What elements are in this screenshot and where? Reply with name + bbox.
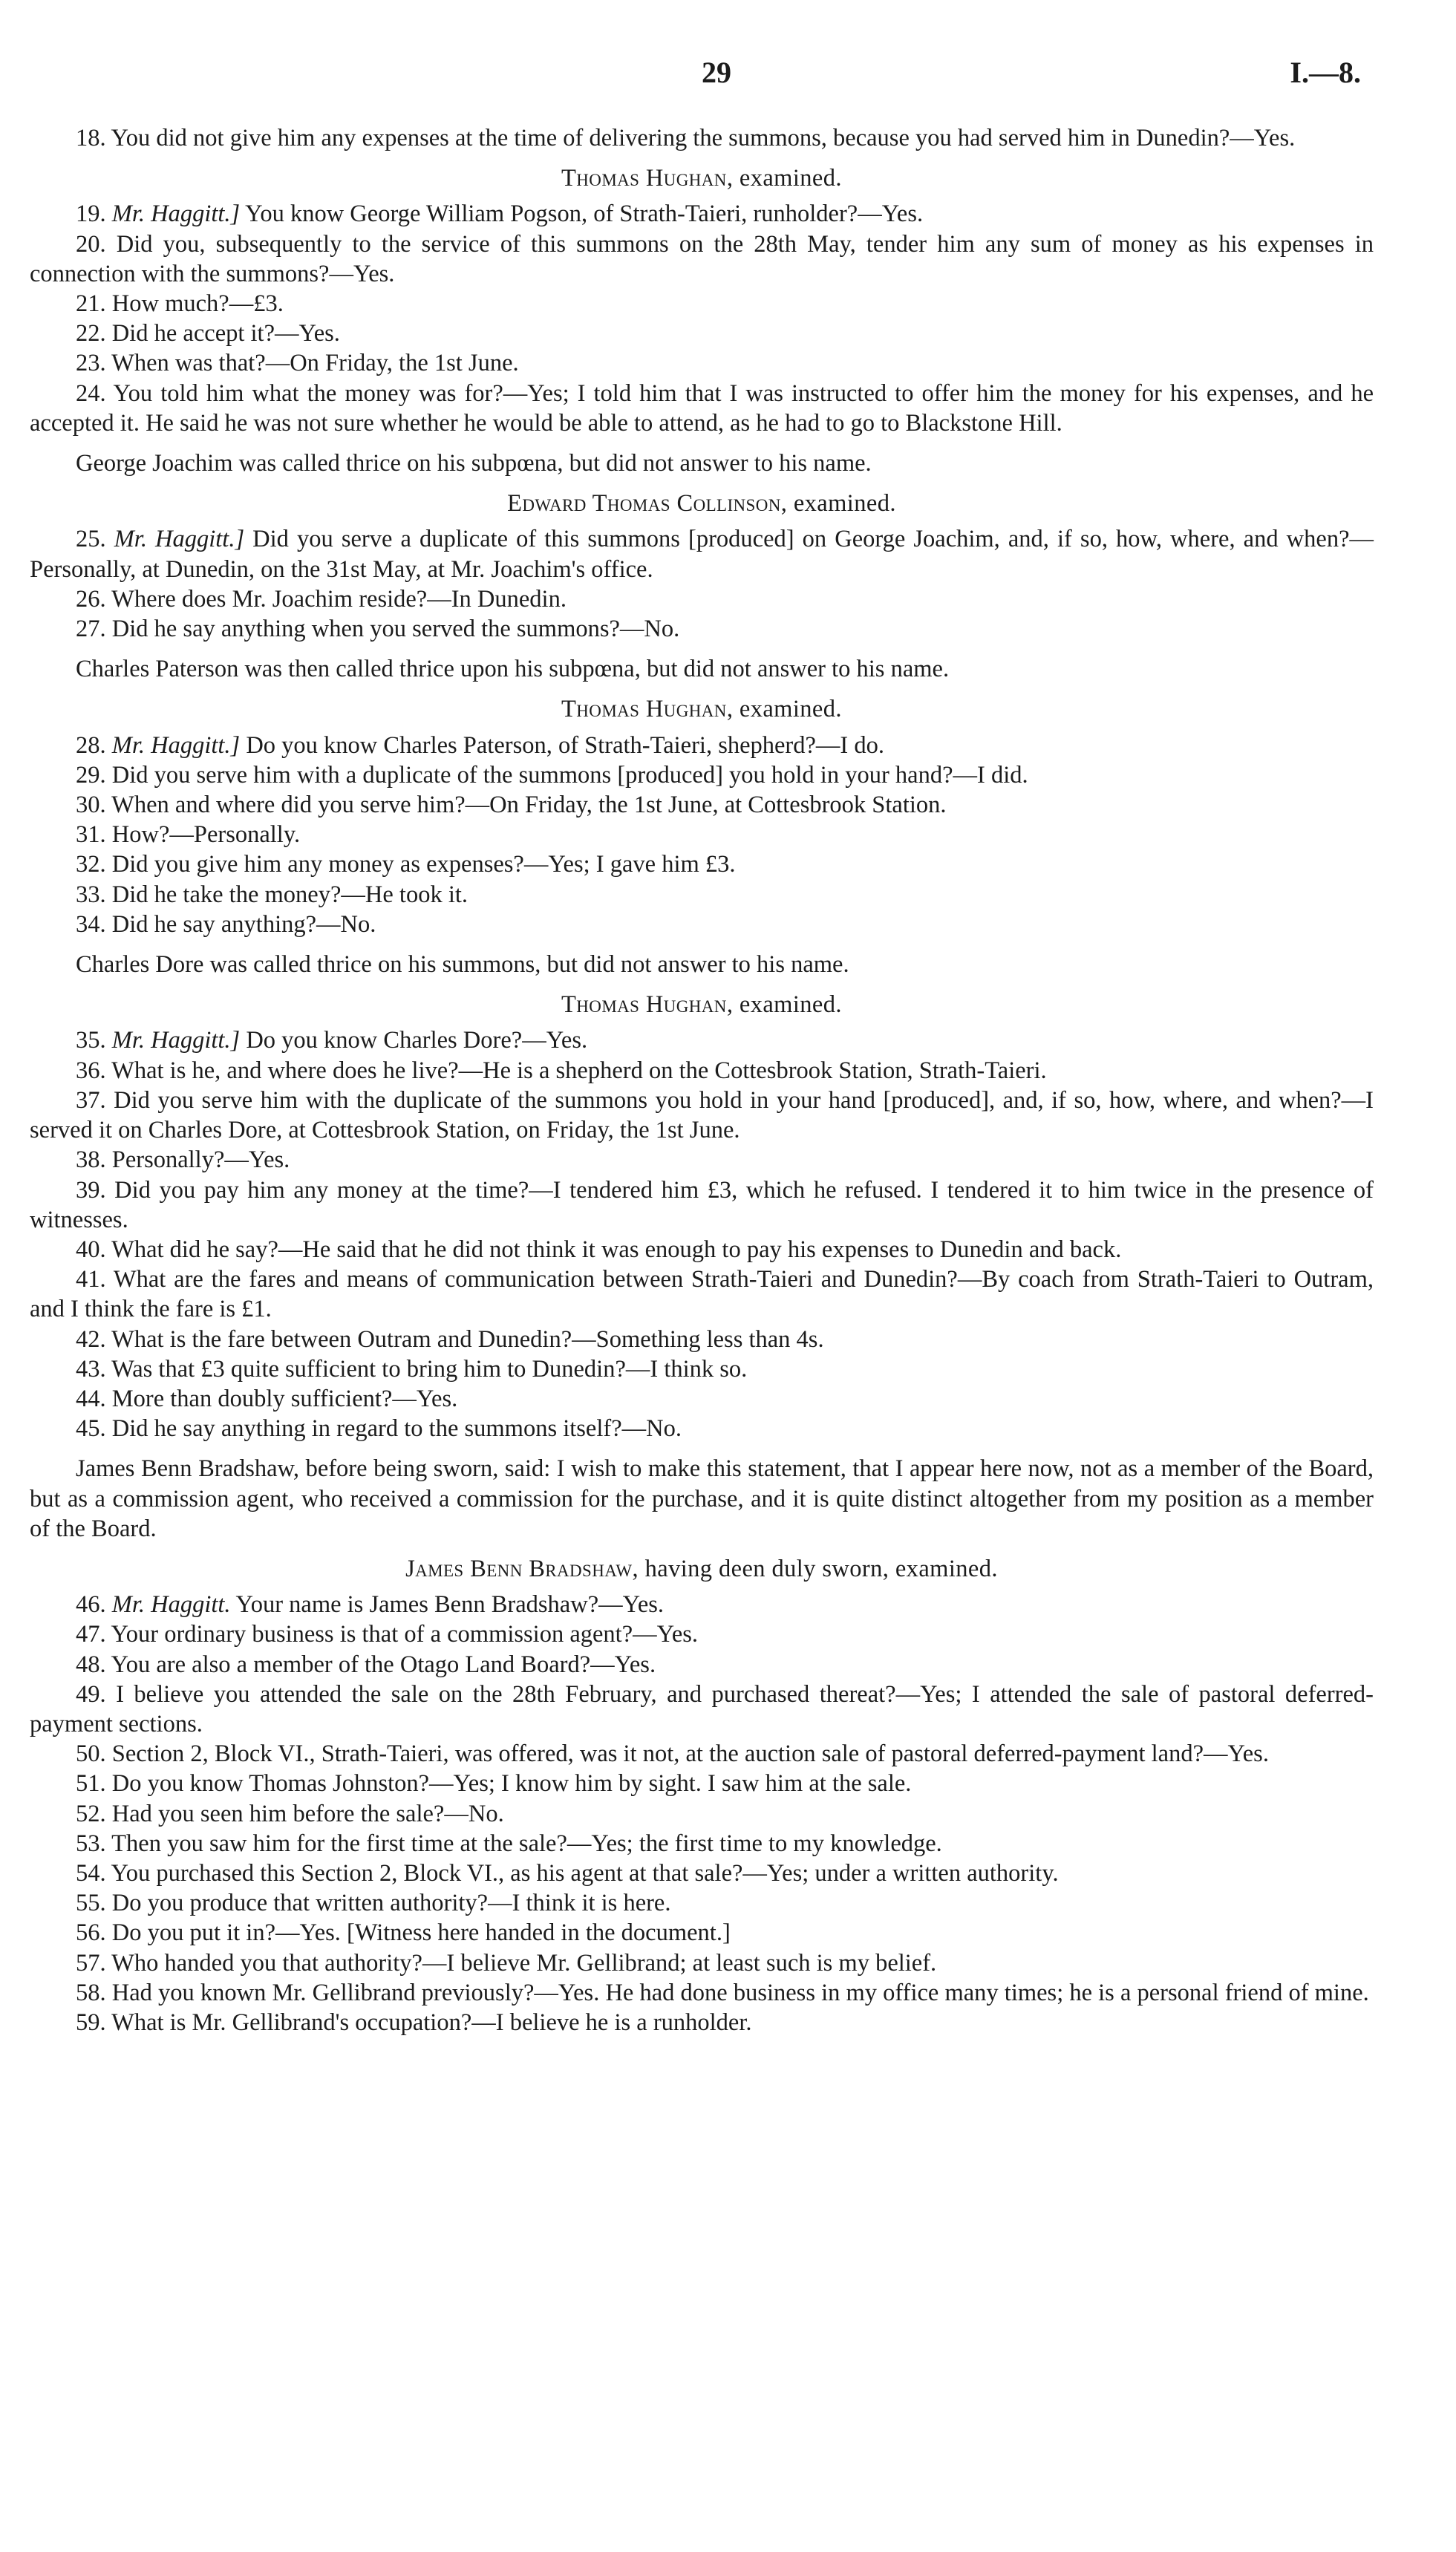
question-answer bbox=[30, 379, 1374, 438]
paragraph-text: 26. Where does Mr. Joachim reside?—In Dunedin. bbox=[76, 585, 567, 613]
speaker-name: Mr. Haggitt. bbox=[111, 1591, 231, 1619]
witness-name: Edward Thomas Collinson bbox=[507, 490, 781, 518]
paragraph-text: 32. Did you give him any money as expenses?—Yes; I gave him £3. bbox=[76, 851, 736, 878]
question-answer bbox=[30, 1978, 1374, 2008]
witness-heading-suffix: , examined. bbox=[780, 490, 896, 518]
question-answer bbox=[30, 731, 1374, 760]
paragraph-text: 42. What is the fare between Outram and Dunedin?—Something less than 4s. bbox=[76, 1325, 824, 1353]
question-answer bbox=[30, 1619, 1374, 1649]
witness-name: James Benn Bradshaw bbox=[405, 1555, 633, 1582]
witness-name: Thomas Hughan bbox=[561, 696, 727, 723]
paragraph-text: 49. I believe you attended the sale on the 28th February, and purchased thereat?—Yes; I attended the sale of pastoral deferred-payment sections. bbox=[30, 1680, 1374, 1737]
paragraph-text: 51. Do you know Thomas Johnston?—Yes; I know him by sight. I saw him at the sale. bbox=[76, 1770, 912, 1798]
paragraph-text: 56. Do you put it in?—Yes. [Witness here handed in the document.] bbox=[76, 1919, 731, 1947]
speaker-name: Mr. Haggitt.] bbox=[111, 1027, 241, 1054]
speaker-name: Mr. Haggitt.] bbox=[111, 200, 241, 228]
question-answer bbox=[30, 1650, 1374, 1680]
speaker-name: Mr. Haggitt.] bbox=[111, 731, 241, 759]
question-answer bbox=[30, 820, 1374, 849]
question-answer bbox=[30, 584, 1374, 614]
paragraph-text: 23. When was that?—On Friday, the 1st June. bbox=[76, 350, 519, 377]
paragraph-text: 29. Did you serve him with a duplicate of the summons [produced] you hold in your hand?—I did. bbox=[76, 761, 1028, 789]
question-answer bbox=[30, 1769, 1374, 1798]
paragraph-text: You know George William Pogson, of Strath-Taieri, runholder?—Yes. bbox=[240, 200, 924, 228]
question-answer bbox=[30, 880, 1374, 910]
question-answer bbox=[30, 910, 1374, 939]
witness-name: Thomas Hughan bbox=[561, 165, 727, 192]
paragraph-text: 40. What did he say?—He said that he did not think it was enough to pay his expenses to Dunedin and back. bbox=[76, 1236, 1122, 1263]
paragraph-text: 44. More than doubly sufficient?—Yes. bbox=[76, 1385, 458, 1412]
paragraph-text: 55. Do you produce that written authority?—I think it is here. bbox=[76, 1890, 671, 1917]
question-answer bbox=[30, 229, 1374, 289]
question-answer bbox=[30, 614, 1374, 644]
page-number: 29 bbox=[702, 56, 731, 89]
question-answer bbox=[30, 1799, 1374, 1829]
question-answer bbox=[30, 1888, 1374, 1918]
page-header bbox=[0, 55, 1456, 99]
paragraph-text: 57. Who handed you that authority?—I believe Mr. Gellibrand; at least such is my belief. bbox=[76, 1949, 937, 1977]
witness-name: Thomas Hughan bbox=[561, 991, 727, 1019]
witness-heading bbox=[30, 489, 1374, 518]
question-answer bbox=[30, 1680, 1374, 1739]
paragraph-text: Do you know Charles Paterson, of Strath-Taieri, shepherd?—I do. bbox=[240, 731, 885, 759]
witness-heading bbox=[30, 163, 1374, 193]
question-answer bbox=[30, 2008, 1374, 2037]
paragraph-text: 39. Did you pay him any money at the time?—I tendered him £3, which he refused. I tendered it to him twice in the presence of witnesses. bbox=[30, 1176, 1374, 1233]
paragraph-text: George Joachim was called thrice on his subpœna, but did not answer to his name. bbox=[76, 450, 872, 477]
proceedings-note bbox=[30, 1454, 1374, 1544]
paragraph-text: 43. Was that £3 quite sufficient to bring him to Dunedin?—I think so. bbox=[76, 1355, 748, 1383]
paragraph-text: Did you serve a duplicate of this summons [produced] on George Joachim, and, if so, how, where, and when?—Personally, at Dunedin, on the 31st May, at Mr. Joachim's office. bbox=[30, 526, 1374, 583]
question-answer bbox=[30, 1858, 1374, 1888]
witness-heading bbox=[30, 1554, 1374, 1584]
paragraph-text: 22. Did he accept it?—Yes. bbox=[76, 320, 340, 347]
paragraph-text: 24. You told him what the money was for?—Yes; I told him that I was instructed to offer him the money for his expenses, and he accepted it. He said he was not sure whether he would be able to attend, as he had to go to Blackstone Hill. bbox=[30, 379, 1374, 437]
witness-heading-suffix: , examined. bbox=[726, 696, 842, 723]
paragraph-text: 48. You are also a member of the Otago Land Board?—Yes. bbox=[76, 1651, 656, 1678]
question-answer bbox=[30, 1145, 1374, 1175]
document-body bbox=[30, 123, 1374, 2037]
witness-heading bbox=[30, 990, 1374, 1019]
paragraph-text: 20. Did you, subsequently to the service of this summons on the 28th May, tender him any sum of money as his expenses in connection with the summons?—Yes. bbox=[30, 230, 1374, 287]
question-answer bbox=[30, 123, 1374, 153]
document-reference: I.—8. bbox=[1290, 56, 1361, 89]
witness-heading-suffix: , having deen duly sworn, examined. bbox=[632, 1555, 998, 1582]
paragraph-text: 58. Had you known Mr. Gellibrand previously?—Yes. He had done business in my office many times; he is a personal friend of mine. bbox=[76, 1979, 1369, 2006]
paragraph-text: 45. Did he say anything in regard to the summons itself?—No. bbox=[76, 1415, 682, 1443]
question-number: 19. bbox=[76, 200, 112, 228]
question-answer bbox=[30, 1025, 1374, 1055]
question-answer bbox=[30, 1056, 1374, 1086]
paragraph-text: 30. When and where did you serve him?—On Friday, the 1st June, at Cottesbrook Station. bbox=[76, 792, 947, 819]
question-answer bbox=[30, 1948, 1374, 1978]
paragraph-text: 52. Had you seen him before the sale?—No. bbox=[76, 1800, 504, 1827]
speaker-name: Mr. Haggitt.] bbox=[114, 526, 245, 553]
question-number: 25. bbox=[76, 526, 114, 553]
paragraph-text: 34. Did he say anything?—No. bbox=[76, 910, 376, 938]
paragraph-text: 27. Did he say anything when you served the summons?—No. bbox=[76, 616, 680, 643]
paragraph-text: James Benn Bradshaw, before being sworn, said: I wish to make this statement, that I appear here now, not as a member of the Board, but as a commission agent, who received a commission for the purchase, and it is quite distinct altogether from my position as a member of the Board. bbox=[30, 1455, 1374, 1542]
question-answer bbox=[30, 1354, 1374, 1384]
question-number: 46. bbox=[76, 1591, 112, 1619]
question-answer bbox=[30, 1086, 1374, 1145]
paragraph-text: 33. Did he take the money?—He took it. bbox=[76, 881, 468, 908]
question-answer bbox=[30, 790, 1374, 820]
paragraph-text: 36. What is he, and where does he live?—He is a shepherd on the Cottesbrook Station, Strath-Taieri. bbox=[76, 1057, 1047, 1084]
paragraph-text: 50. Section 2, Block VI., Strath-Taieri, was offered, was it not, at the auction sale of pastoral deferred-payment land?—Yes. bbox=[76, 1740, 1269, 1768]
paragraph-text: 31. How?—Personally. bbox=[76, 821, 301, 849]
proceedings-note bbox=[30, 654, 1374, 684]
paragraph-text: 38. Personally?—Yes. bbox=[76, 1146, 290, 1174]
witness-heading-suffix: , examined. bbox=[726, 991, 842, 1019]
paragraph-text: 21. How much?—£3. bbox=[76, 290, 284, 318]
question-answer bbox=[30, 1325, 1374, 1354]
question-answer bbox=[30, 760, 1374, 790]
paragraph-text: Do you know Charles Dore?—Yes. bbox=[240, 1027, 588, 1054]
paragraph-text: 59. What is Mr. Gellibrand's occupation?—I believe he is a runholder. bbox=[76, 2008, 752, 2036]
paragraph-text: Charles Paterson was then called thrice upon his subpœna, but did not answer to his name. bbox=[76, 656, 950, 683]
witness-heading bbox=[30, 694, 1374, 724]
question-number: 35. bbox=[76, 1027, 112, 1054]
question-answer bbox=[30, 849, 1374, 879]
question-answer bbox=[30, 1918, 1374, 1948]
paragraph-text: 47. Your ordinary business is that of a commission agent?—Yes. bbox=[76, 1621, 699, 1648]
paragraph-text: Charles Dore was called thrice on his summons, but did not answer to his name. bbox=[76, 951, 849, 979]
paragraph-text: Your name is James Benn Bradshaw?—Yes. bbox=[230, 1591, 665, 1619]
proceedings-note bbox=[30, 448, 1374, 478]
question-answer bbox=[30, 199, 1374, 229]
paragraph-text: 37. Did you serve him with the duplicate of the summons you hold in your hand [produced], and, if so, how, where, and when?—I served it on Charles Dore, at Cottesbrook Station, on Friday, the 1st June. bbox=[30, 1086, 1374, 1144]
question-answer bbox=[30, 1829, 1374, 1858]
paragraph-text: 54. You purchased this Section 2, Block VI., as his agent at that sale?—Yes; under a written authority. bbox=[76, 1859, 1059, 1887]
question-answer bbox=[30, 1739, 1374, 1769]
question-answer bbox=[30, 524, 1374, 584]
paragraph-text: 41. What are the fares and means of communication between Strath-Taieri and Dunedin?—By coach from Strath-Taieri to Outram, and I think the fare is £1. bbox=[30, 1266, 1374, 1323]
question-answer bbox=[30, 1384, 1374, 1414]
question-answer bbox=[30, 289, 1374, 319]
question-answer bbox=[30, 1590, 1374, 1619]
question-answer bbox=[30, 348, 1374, 378]
paragraph-text: 53. Then you saw him for the first time at the sale?—Yes; the first time to my knowledge. bbox=[76, 1830, 942, 1857]
paragraph-text: 18. You did not give him any expenses at the time of delivering the summons, because you had served him in Dunedin?—Yes. bbox=[76, 125, 1296, 151]
proceedings-note bbox=[30, 950, 1374, 979]
witness-heading-suffix: , examined. bbox=[726, 165, 842, 192]
question-number: 28. bbox=[76, 731, 112, 759]
question-answer bbox=[30, 1414, 1374, 1443]
question-answer bbox=[30, 1264, 1374, 1324]
question-answer bbox=[30, 319, 1374, 348]
question-answer bbox=[30, 1175, 1374, 1235]
question-answer bbox=[30, 1235, 1374, 1264]
